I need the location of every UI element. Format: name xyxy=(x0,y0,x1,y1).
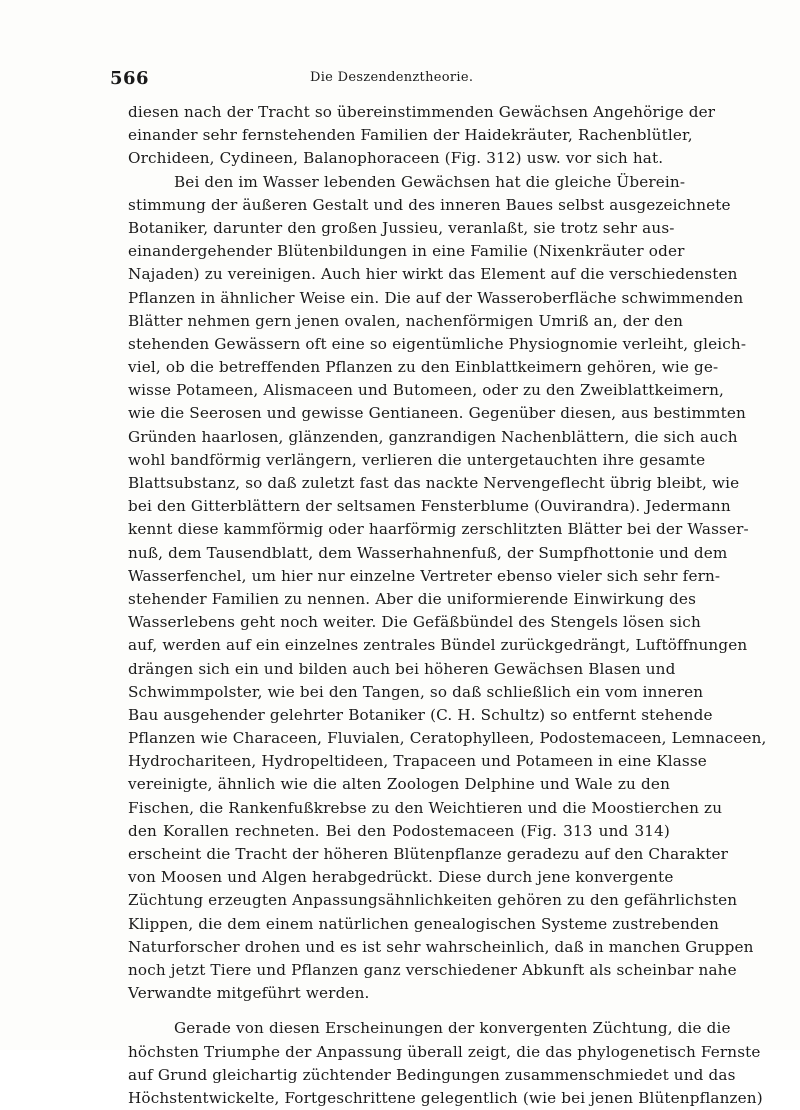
body-text xyxy=(128,101,767,1110)
text-line: diesen nach der Tracht so übereinstimmenden Gewächsen Angehörige der xyxy=(128,103,716,121)
text-line: drängen sich ein und bilden auch bei höheren Gewächsen Blasen und xyxy=(128,659,676,678)
text-line: einander sehr fernstehenden Familien der Haidekräuter, Rachenblütler, xyxy=(128,126,693,145)
text-line: stimmung der äußeren Gestalt und des inneren Baues selbst ausgezeichnete xyxy=(128,195,731,214)
text-line: Gründen haarlosen, glänzenden, ganzrandigen Nachenblättern, die sich auch xyxy=(128,427,738,446)
text-line: Schwimmpolster, wie bei den Tangen, so daß schließlich ein vom inneren xyxy=(128,682,704,701)
text-line: erscheint die Tracht der höheren Blütenpflanze geradezu auf den Charakter xyxy=(128,845,729,863)
text-line: Wasserlebens geht noch weiter. Die Gefäßbündel des Stengels lösen sich xyxy=(128,613,701,632)
text-line: Wasserfenchel, um hier nur einzelne Vertreter ebenso vieler sich sehr fern- xyxy=(128,566,721,585)
text-line: vereinigte, ähnlich wie die alten Zoologen Delphine und Wale zu den xyxy=(128,775,670,794)
paragraph xyxy=(128,171,767,1006)
text-line: noch jetzt Tiere und Pflanzen ganz verschiedener Abkunft als scheinbar nahe xyxy=(128,960,737,979)
text-line: kennt diese kammförmig oder haarförmig zerschlitzten Blätter bei der Wasser- xyxy=(128,520,749,539)
text-line: Najaden) zu vereinigen. Auch hier wirkt das Element auf die verschiedensten xyxy=(128,265,738,284)
text-line: Bau ausgehender gelehrter Botaniker (C. H. Schultz) so entfernt stehende xyxy=(128,705,713,724)
text-line: stehenden Gewässern oft eine so eigentümliche Physiognomie verleiht, gleich- xyxy=(128,334,747,353)
text-line: Hydrochariteen, Hydropeltideen, Trapaceen und Potameen in eine Klasse xyxy=(128,752,707,771)
text-line: auf Grund gleichartig züchtender Bedingungen zusammenschmiedet und das xyxy=(128,1065,736,1084)
text-line: Gerade von diesen Erscheinungen der konvergenten Züchtung, die die xyxy=(174,1019,731,1038)
text-line: Fischen, die Rankenfußkrebse zu den Weichtieren und die Moostierchen zu xyxy=(128,798,723,817)
text-line: wie die Seerosen und gewisse Gentianeen. Gegenüber diesen, aus bestimmten xyxy=(128,404,746,423)
text-line: bei den Gitterblättern der seltsamen Fensterblume (Ouvirandra). Jedermann xyxy=(128,497,731,516)
text-line: Naturforscher drohen und es ist sehr wahrscheinlich, daß in manchen Gruppen xyxy=(128,937,754,956)
text-line: wohl bandförmig verlängern, verlieren die untergetauchten ihre gesamte xyxy=(128,450,706,469)
text-line: von Moosen und Algen herabgedrückt. Diese durch jene konvergente xyxy=(128,868,674,887)
text-line: stehender Familien zu nennen. Aber die uniformierende Einwirkung des xyxy=(128,589,697,608)
text-line: Orchideen, Cydineen, Balanophoraceen (Fig. 312) usw. vor sich hat. xyxy=(128,149,664,168)
text-line: nuß, dem Tausendblatt, dem Wasserhahnenfuß, der Sumpfhottonie und dem xyxy=(128,543,728,562)
text-line: höchsten Triumphe der Anpassung überall zeigt, die das phylogenetisch Fernste xyxy=(128,1042,761,1061)
paragraph-gap xyxy=(128,1005,670,1017)
text-line: auf, werden auf ein einzelnes zentrales Bündel zurückgedrängt, Luftöffnungen xyxy=(128,636,748,655)
text-line: wisse Potameen, Alismaceen und Butomeen, oder zu den Zweiblattkeimern, xyxy=(128,381,725,400)
text-line: Höchstentwickelte, Fortgeschrittene gelegentlich (wie bei jenen Blütenpflanzen) xyxy=(128,1088,763,1107)
text-line: Züchtung erzeugten Anpassungsähnlichkeiten gehören zu den gefährlichsten xyxy=(128,891,738,910)
text-line: Klippen, die dem einem natürlichen genealogischen Systeme zustrebenden xyxy=(128,914,719,933)
text-line: Pflanzen wie Characeen, Fluvialen, Ceratophylleen, Podostemaceen, Lemnaceen, xyxy=(128,729,767,748)
text-line: Pflanzen in ähnlicher Weise ein. Die auf der Wasseroberfläche schwimmenden xyxy=(128,288,744,307)
text-line: Blattsubstanz, so daß zuletzt fast das nackte Nervengeflecht übrig bleibt, wie xyxy=(128,474,740,492)
text-line: Botaniker, darunter den großen Jussieu, veranlaßt, sie trotz sehr aus- xyxy=(128,218,675,237)
text-line: Verwandte mitgeführt werden. xyxy=(128,984,370,1003)
paragraph xyxy=(128,1017,763,1110)
text-line: einandergehender Blütenbildungen in eine Familie (Nixenkräuter oder xyxy=(128,242,685,261)
text-line: Bei den im Wasser lebenden Gewächsen hat die gleiche Überein- xyxy=(174,172,686,191)
text-line: viel, ob die betreffenden Pflanzen zu den Einblattkeimern gehören, wie ge- xyxy=(128,358,719,377)
text-line: den Korallen rechneten. Bei den Podostemaceen (Fig. 313 und 314) xyxy=(128,821,670,840)
running-title: Die Deszendenztheorie. xyxy=(310,70,474,85)
running-head xyxy=(110,68,690,92)
paragraph xyxy=(128,101,716,171)
text-line: Blätter nehmen gern jenen ovalen, nachenförmigen Umriß an, der den xyxy=(128,311,684,330)
page-number: 566 xyxy=(110,68,150,89)
